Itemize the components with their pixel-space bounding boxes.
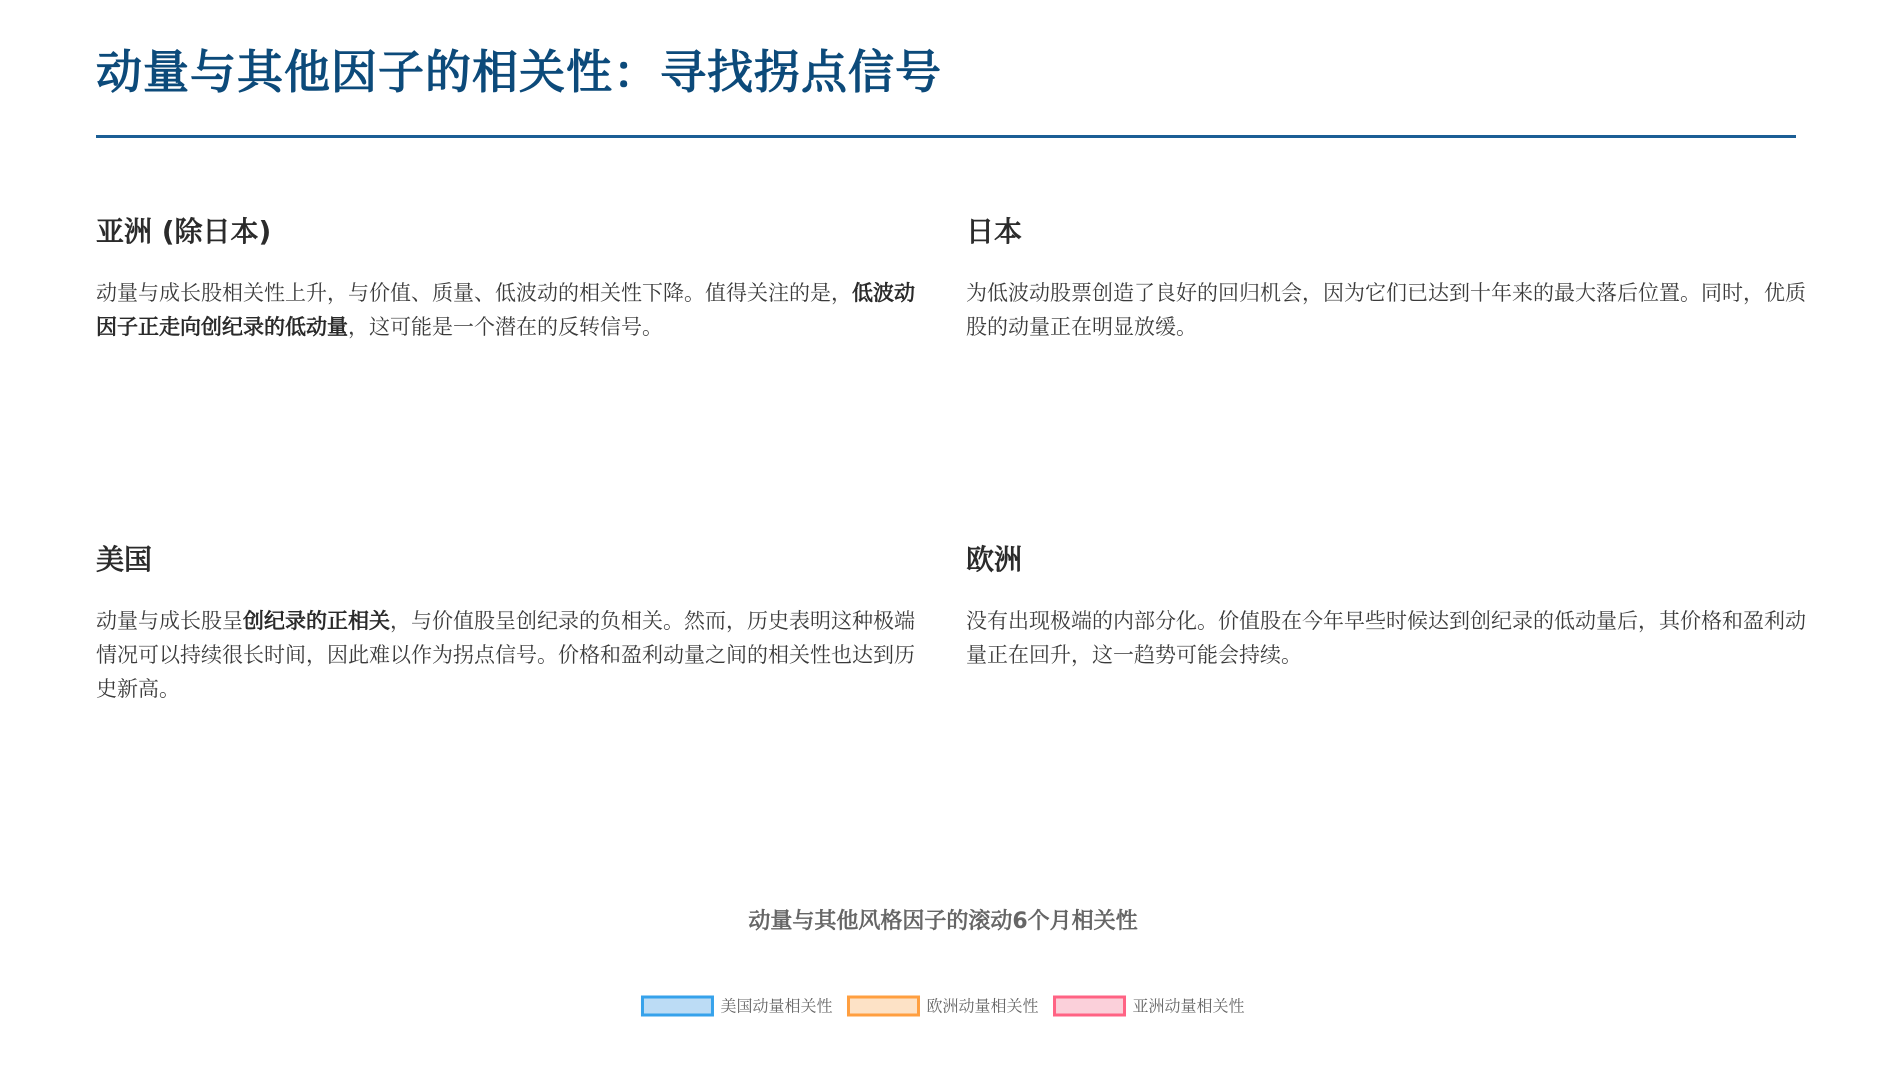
region-us-text (96, 604, 926, 706)
legend-swatch-2 (848, 997, 918, 1015)
region-us-heading: 美国 (96, 543, 153, 576)
region-europe-text: 没有出现极端的内部分化。价值股在今年早些时候达到创纪录的低动量后，其价格和盈利动量正在回升，这一趋势可能会持续。 (966, 609, 1806, 667)
region-asia-text-bold: 低波动因子正走向创纪录的低动量 (96, 281, 915, 339)
correlation-chart-svg (0, 890, 1887, 1080)
region-asia-text (96, 276, 926, 344)
legend-label-3: 亚洲动量相关性 (1132, 996, 1245, 1016)
region-us-text-part2: ，与价值股呈创纪录的负相关。然而，历史表明这种极端情况可以持续很长时间，因此难以作为拐点信号。价格和盈利动量之间的相关性也达到历史新高。 (96, 609, 915, 701)
region-asia-heading: 亚洲 (除日本) (96, 215, 272, 248)
region-japan (966, 210, 1806, 344)
region-asia-text-part2: ，这可能是一个潜在的反转信号。 (348, 315, 663, 339)
region-europe-heading: 欧洲 (966, 543, 1023, 576)
legend-label-1: 美国动量相关性 (720, 996, 833, 1016)
legend-swatch-3 (1055, 997, 1125, 1015)
chart-title: 动量与其他风格因子的滚动6个月相关性 (748, 909, 1138, 934)
region-us (96, 538, 926, 706)
region-asia-text-part1: 动量与成长股相关性上升，与价值、质量、低波动的相关性下降。值得关注的是， (96, 281, 852, 305)
correlation-chart (0, 890, 1887, 1080)
region-us-text-bold: 创纪录的正相关 (243, 609, 390, 633)
legend-item-1[interactable] (642, 997, 832, 1016)
region-asia (96, 210, 926, 344)
title-divider (96, 135, 1796, 138)
region-japan-heading: 日本 (966, 215, 1023, 248)
legend-item-3[interactable] (1055, 997, 1245, 1016)
legend-swatch-1 (642, 997, 712, 1015)
page-title: 动量与其他因子的相关性：寻找拐点信号 (96, 45, 942, 99)
region-europe (966, 538, 1806, 672)
chart-legend (642, 997, 1244, 1016)
region-us-text-part1: 动量与成长股呈 (96, 609, 243, 633)
region-japan-text: 为低波动股票创造了良好的回归机会，因为它们已达到十年来的最大落后位置。同时，优质股的动量正在明显放缓。 (966, 281, 1806, 339)
legend-item-2[interactable] (848, 997, 1038, 1016)
legend-label-2: 欧洲动量相关性 (926, 996, 1039, 1016)
